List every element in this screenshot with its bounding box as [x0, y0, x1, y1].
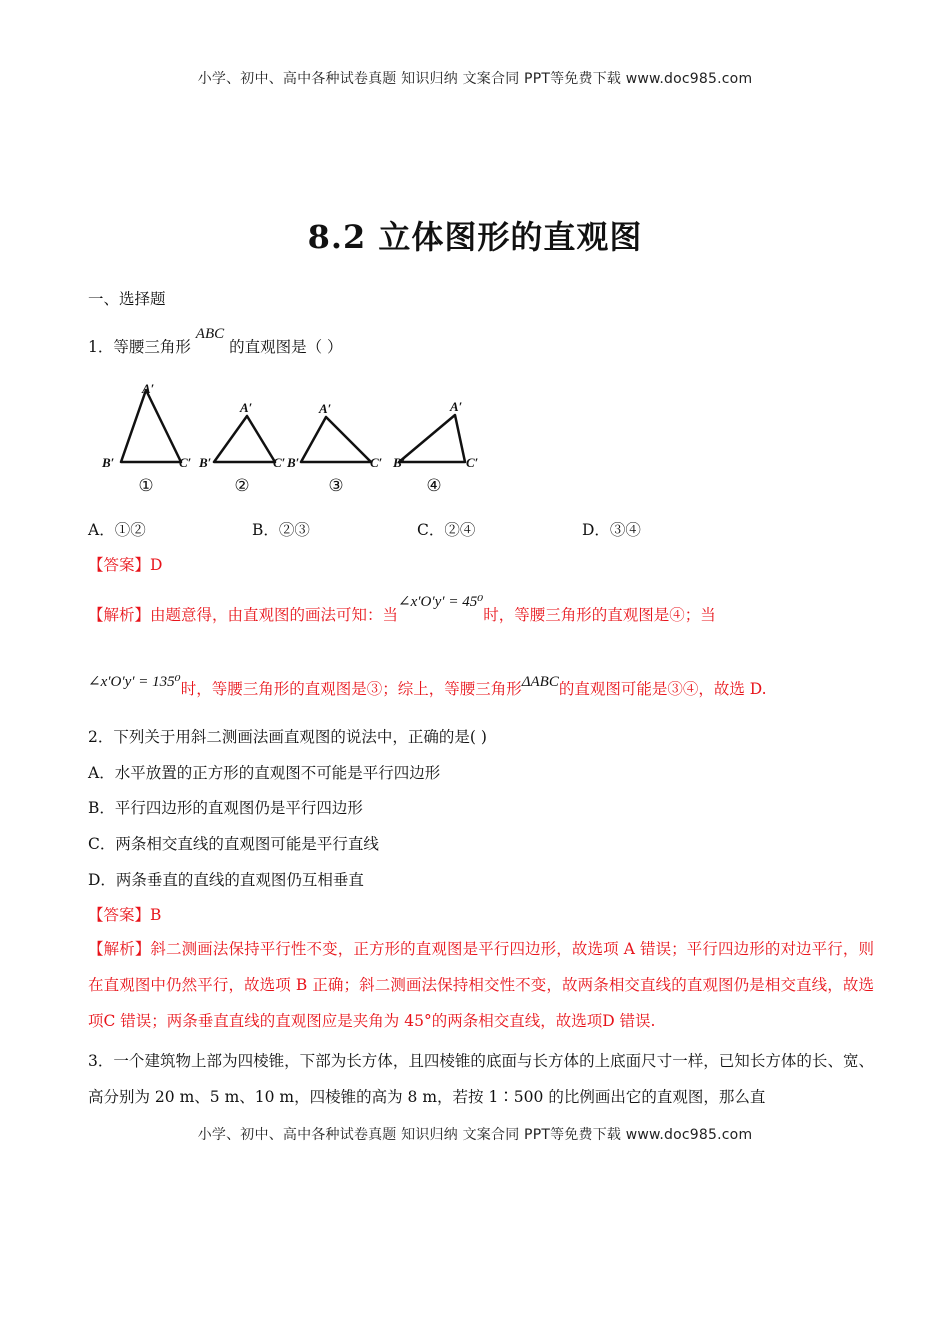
triangle-1: [121, 390, 181, 462]
q1-analysis-tag: 【解析】: [88, 606, 151, 624]
q1-analysis-l1-a: 由题意得，由直观图的画法可知：当: [150, 606, 399, 624]
page-header: 小学、初中、高中各种试卷真题 知识归纳 文案合同 PPT等免费下载 www.doc985.com: [197, 71, 753, 87]
q1-option-b: B．②③: [252, 521, 310, 539]
q1-analysis-l2-b: 的直观图可能是③④，故选 D.: [558, 680, 767, 698]
fig3-label-c: C′: [370, 455, 383, 470]
q1-stem-math: ABC: [195, 326, 225, 342]
page-footer: 小学、初中、高中各种试卷真题 知识归纳 文案合同 PPT等免费下载 www.doc985.com: [197, 1127, 753, 1143]
q1-stem-after: 的直观图是（ ）: [224, 338, 343, 356]
q1-answer: 【答案】D: [88, 556, 163, 574]
q1-option-a: A．①②: [88, 521, 146, 539]
fig3-label-b: B′: [287, 455, 300, 470]
triangle-2: [214, 416, 275, 462]
q2-stem: 2．下列关于用斜二测画法画直观图的说法中，正确的是( ): [88, 728, 487, 746]
q2-option-b: B．平行四边形的直观图仍是平行四边形: [88, 799, 363, 817]
q1-option-d: D．③④: [582, 521, 641, 539]
fig4-label-a: A′: [450, 399, 463, 414]
fig3-number: ③: [328, 476, 344, 495]
fig4-number: ④: [426, 476, 442, 495]
fig1-label-a: A′: [142, 381, 155, 396]
fig2-label-b: B′: [199, 455, 212, 470]
section-heading: 一、选择题: [88, 290, 166, 308]
triangle-3: [301, 417, 371, 462]
q1-figure: [95, 378, 495, 496]
fig2-number: ②: [234, 476, 250, 495]
q1-option-c: C．②④: [417, 521, 476, 539]
q1-analysis-line-2: [88, 674, 878, 699]
q1-analysis-l2-a: 时，等腰三角形的直观图是③；综上，等腰三角形: [180, 680, 522, 698]
fig2-label-c: C′: [273, 455, 286, 470]
fig4-label-c: C′: [466, 455, 479, 470]
fig1-label-c: C′: [179, 455, 192, 470]
q1-stem: [88, 326, 878, 357]
triangle-4: [399, 415, 465, 462]
q1-analysis-l2-math: ∠x′O′y′ = 135⁰: [88, 674, 181, 690]
q1-stem-before: 1．等腰三角形: [88, 338, 196, 356]
q2-option-a: A．水平放置的正方形的直观图不可能是平行四边形: [88, 764, 441, 782]
fig3-label-a: A′: [319, 401, 332, 416]
q1-analysis-l1-math: ∠x′O′y′ = 45⁰: [398, 594, 484, 610]
q2-option-c: C．两条相交直线的直观图可能是平行直线: [88, 835, 379, 853]
q2-analysis: 【解析】斜二测画法保持平行性不变，正方形的直观图是平行四边形，故选项 A 错误；平行四边形的对边平行，则在直观图中仍然平行，故选项 B 正确；斜二测画法保持相交性不变，故两条相交直线的直观图仍是相交直线，故选项C 错误；两条垂直直线的直观图应是夹角为 45°的两条相交直线，故选项D 错误.: [88, 940, 874, 1030]
q3-text: 3．一个建筑物上部为四棱锥，下部为长方体，且四棱锥的底面与长方体的上底面尺寸一样，已知长方体的长、宽、高分别为 20 m、5 m、10 m，四棱锥的高为 8 m，若按 1∶500 的比例画出它的直观图，那么直: [88, 1052, 874, 1106]
q2-answer: 【答案】B: [88, 906, 162, 924]
q2-option-d: D．两条垂直的直线的直观图仍互相垂直: [88, 871, 364, 889]
fig4-label-b: B′: [393, 455, 406, 470]
q1-analysis-l1-b: 时，等腰三角形的直观图是④；当: [483, 606, 716, 624]
fig1-number: ①: [138, 476, 154, 495]
page-title: 8.2 立体图形的直观图: [307, 218, 643, 256]
q1-analysis-line-1: [88, 594, 878, 625]
q1-analysis-l2-math2: ΔABC: [521, 674, 559, 690]
fig2-label-a: A′: [240, 400, 253, 415]
fig1-label-b: B′: [102, 455, 115, 470]
